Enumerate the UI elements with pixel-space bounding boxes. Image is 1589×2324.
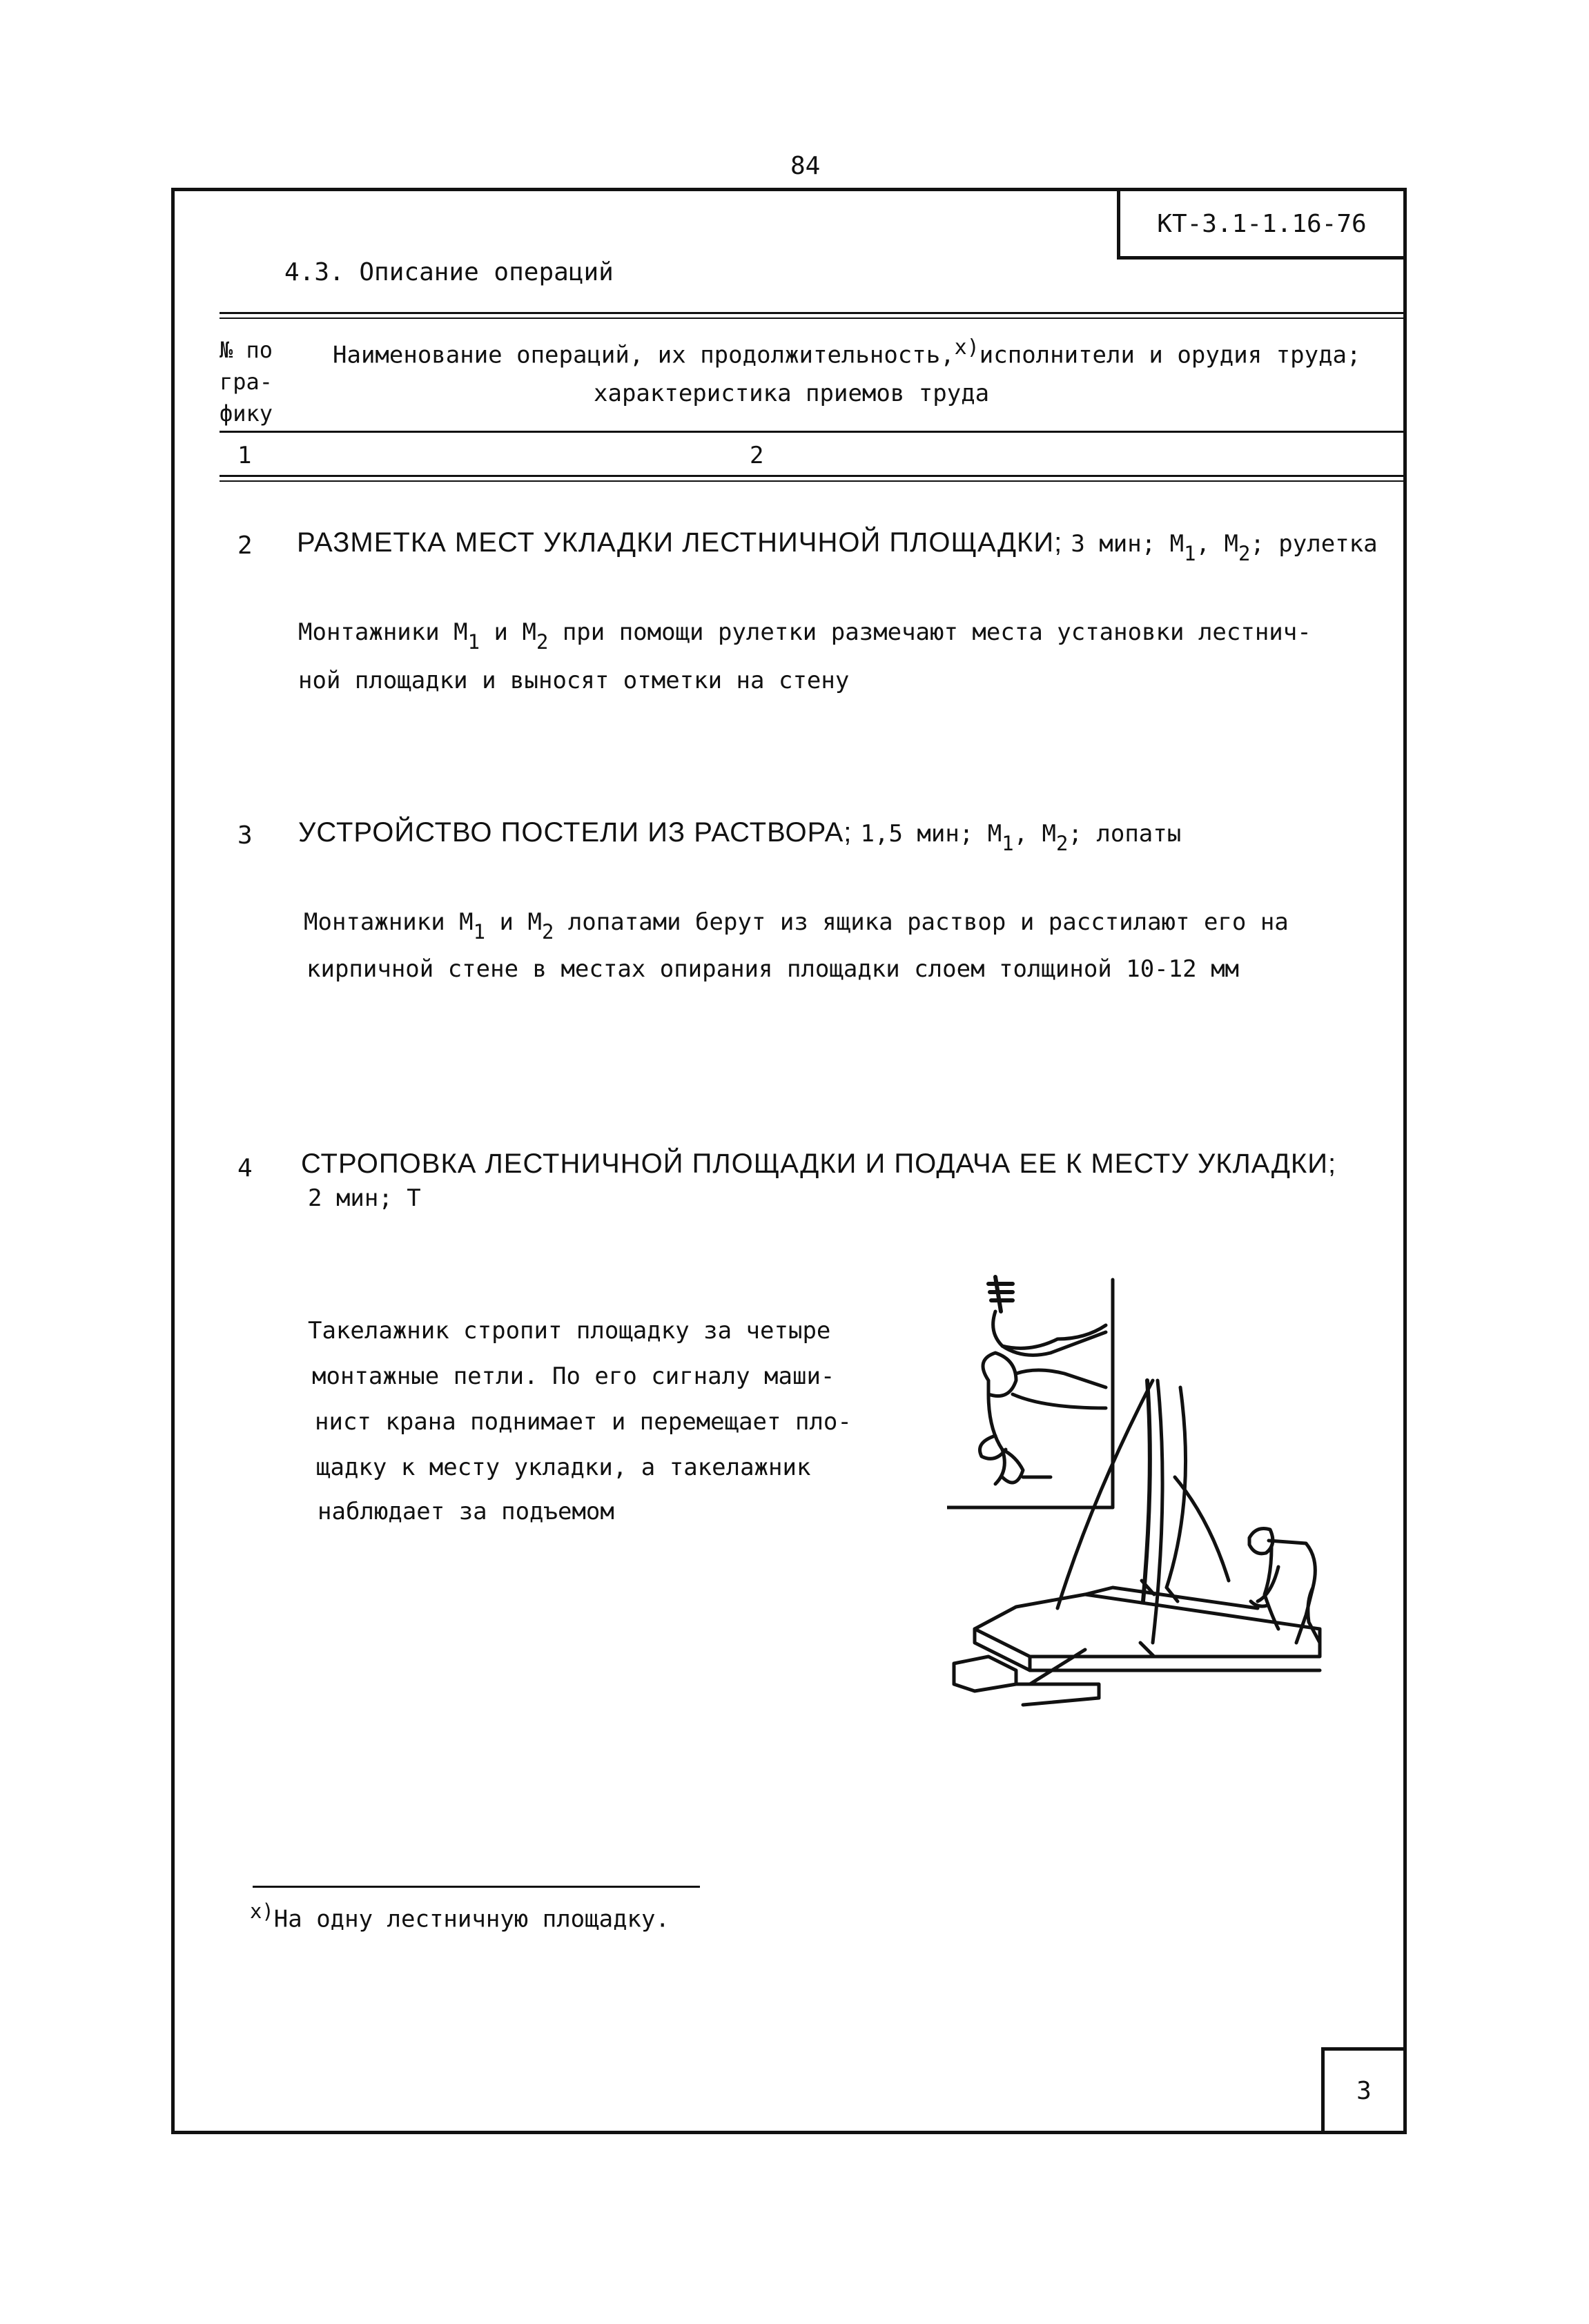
table-colnum-rule-2: [220, 480, 1407, 482]
footnote: [250, 1900, 670, 1933]
op-4-desc-line2: монтажные петли. По его сигналу маши-: [312, 1363, 835, 1390]
header-col2-number: 2: [750, 442, 764, 469]
op-3-desc-line1: Монтажники $М_1$ и $М_2$ лопатами берут из ящика раствор и расстилают его на: [304, 908, 1289, 944]
table-top-rule: [220, 312, 1407, 314]
op-4-title-line1: СТРОПОВКА ЛЕСТНИЧНОЙ ПЛОЩАДКИ И ПОДАЧА ЕЕ К МЕСТУ УКЛАДКИ;: [301, 1149, 1337, 1179]
op-2-details: 3 мин; $М_1$, $М_2$; рулетка: [1071, 530, 1378, 565]
table-header-rule: [220, 431, 1407, 433]
op-2-number: 2: [237, 531, 253, 560]
op-2-title-text: РАЗМЕТКА МЕСТ УКЛАДКИ ЛЕСТНИЧНОЙ ПЛОЩАДКИ;: [297, 527, 1063, 558]
header-col2-text-a: Наименование операций, их продолжительность,: [333, 341, 955, 369]
table-colnum-rule: [220, 475, 1407, 477]
header-footnote-mark: x): [954, 335, 979, 360]
op-4-desc-line4: щадку к месту укладки, а такелажник: [316, 1454, 811, 1481]
op-4-desc-line1: Такелажник стропит площадку за четыре: [308, 1317, 831, 1345]
sheet-number: [1321, 2047, 1407, 2134]
page-number: 84: [790, 152, 821, 180]
op-4-desc-line3: нист крана поднимает и перемещает пло-: [315, 1408, 852, 1436]
op-3-title: [298, 817, 1181, 855]
op-2-desc-line1: Монтажники $М_1$ и $М_2$ при помощи рулетки размечают места установки лестнич-: [298, 618, 1312, 654]
crane-slings-icon: [1057, 1380, 1229, 1657]
header-col1-number: 1: [237, 442, 252, 469]
op-3-title-text: УСТРОЙСТВО ПОСТЕЛИ ИЗ РАСТВОРА;: [298, 817, 852, 848]
rigger-worker-icon: [1249, 1529, 1320, 1643]
footnote-mark: x): [250, 1900, 274, 1923]
op-2-desc-line2: ной площадки и выносят отметки на стену: [298, 667, 850, 694]
op-3-details: 1,5 мин; $М_1$, $М_2$; лопаты: [860, 820, 1182, 855]
illustration: [947, 1270, 1361, 1712]
hands-hooking-icon: [947, 1277, 1113, 1507]
table-top-rule-2: [220, 318, 1407, 319]
footnote-rule: [253, 1886, 700, 1888]
document-code: [1117, 188, 1407, 260]
header-col2-label-line2: характеристика приемов труда: [594, 380, 990, 407]
op-4-title-line2: 2 мин; Т: [308, 1184, 421, 1212]
op-4-desc-line5: наблюдает за подъемом: [318, 1498, 614, 1525]
header-col2-text-b: исполнители и орудия труда;: [979, 341, 1361, 369]
op-4-number: 4: [237, 1154, 253, 1182]
footnote-text: На одну лестничную площадку.: [273, 1905, 670, 1933]
sheet-number-text: 3: [1356, 2076, 1372, 2105]
header-col1-label: № по гра- фику: [220, 337, 273, 427]
header-col2-label-line1: [333, 335, 1361, 369]
document-code-text: КТ-3.1-1.16-76: [1157, 209, 1367, 238]
section-title: 4.3. Описание операций: [284, 258, 614, 286]
op-2-title: [297, 527, 1378, 565]
op-3-desc-line2: кирпичной стене в местах опирания площадки слоем толщиной 10-12 мм: [306, 955, 1240, 983]
op-3-number: 3: [237, 821, 253, 850]
